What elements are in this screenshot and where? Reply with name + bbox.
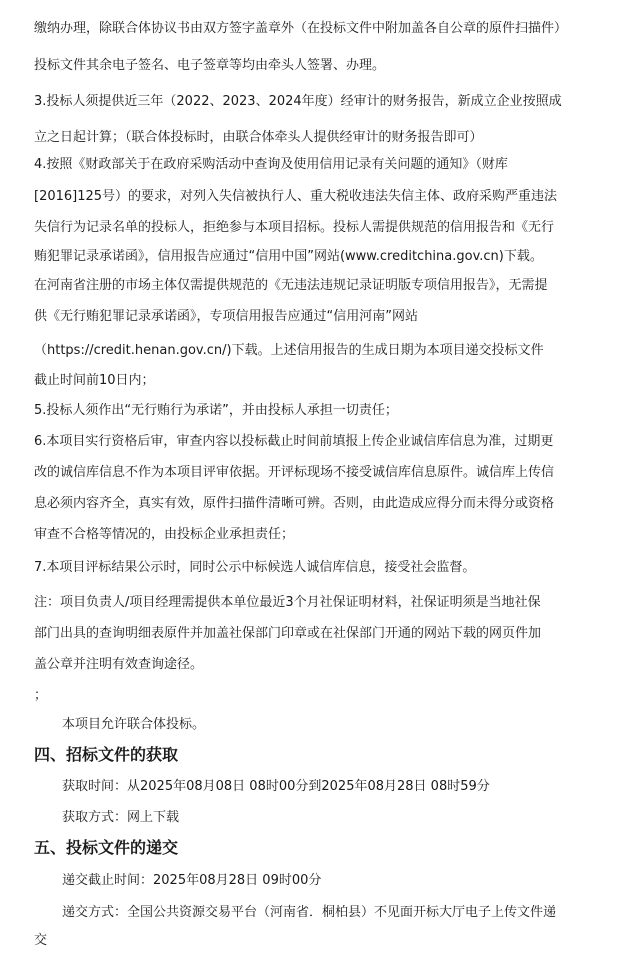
text-line: 息必须内容齐全，真实有效，原件扫描件清晰可辨。否则，由此造成应得分而未得分或资格: [34, 496, 555, 511]
text-line: [2016]125号）的要求，对列入失信被执行人、重大税收违法失信主体、政府采购严重违法: [34, 189, 558, 204]
text-line: 6.本项目实行资格后审，审查内容以投标截止时间前填报上传企业诚信库信息为准，过期更: [34, 434, 554, 449]
consortium-note: 本项目允许联合体投标。: [62, 717, 206, 732]
section-heading-4: 四、招标文件的获取: [34, 745, 179, 764]
text-line: （https://credit.henan.gov.cn/)下载。上述信用报告的生成日期为本项目递交投标文件: [34, 343, 544, 358]
text-line: 立之日起计算；（联合体投标时，由联合体牵头人提供经审计的财务报告即可）: [34, 130, 483, 145]
text-line: 5.投标人须作出“无行贿行为承诺”，并由投标人承担一切责任；: [34, 403, 398, 418]
text-line: 4.按照《财政部关于在政府采购活动中查询及使用信用记录有关问题的通知》（财库: [34, 157, 508, 172]
text-line: 失信行为记录名单的投标人，拒绝参与本项目招标。投标人需提供规范的信用报告和《无行: [34, 220, 555, 235]
acquisition-time: 获取时间：从2025年08月08日 08时00分到2025年08月28日 08时59分: [62, 779, 490, 794]
acquisition-method: 获取方式：网上下载: [62, 810, 180, 825]
submission-method-cont: 交: [34, 933, 48, 948]
text-line: 截止时间前10日内；: [34, 373, 155, 388]
submission-deadline: 递交截止时间：2025年08月28日 09时00分: [62, 873, 322, 888]
text-line: 在河南省注册的市场主体仅需提供规范的《无违法违规记录证明版专项信用报告》，无需提: [34, 278, 548, 293]
submission-method: 递交方式：全国公共资源交易平台（河南省．桐柏县）不见面开标大厅电子上传文件递: [62, 905, 557, 920]
text-line: 3.投标人须提供近三年（2022、2023、2024年度）经审计的财务报告，新成立企业按照成: [34, 94, 562, 109]
text-line: 改的诚信库信息不作为本项目评审依据。开评标现场不接受诚信库信息原件。诚信库上传信: [34, 465, 555, 480]
text-line: 部门出具的查询明细表原件并加盖社保部门印章或在社保部门开通的网站下载的网页件加: [34, 626, 542, 641]
text-line: ；: [34, 688, 48, 703]
text-line: 供《无行贿犯罪记录承诺函》，专项信用报告应通过“信用河南”网站: [34, 309, 418, 324]
text-line: 审查不合格等情况的，由投标企业承担责任；: [34, 527, 295, 542]
text-line: 缴纳办理，除联合体协议书由双方签字盖章外（在投标文件中附加盖各自公章的原件扫描件）: [34, 21, 568, 36]
text-line: 注：项目负责人/项目经理需提供本单位最近3个月社保证明材料，社保证明须是当地社保: [34, 595, 541, 610]
text-line: 7.本项目评标结果公示时，同时公示中标候选人诚信库信息，接受社会监督。: [34, 560, 476, 575]
text-line: 贿犯罪记录承诺函》，信用报告应通过“信用中国”网站(www.creditchina.gov.cn)下载。: [34, 249, 543, 264]
section-heading-5: 五、投标文件的递交: [34, 838, 179, 857]
text-line: 盖公章并注明有效查询途径。: [34, 657, 204, 672]
text-line: 投标文件其余电子签名、电子签章等均由牵头人签署、办理。: [34, 58, 386, 73]
